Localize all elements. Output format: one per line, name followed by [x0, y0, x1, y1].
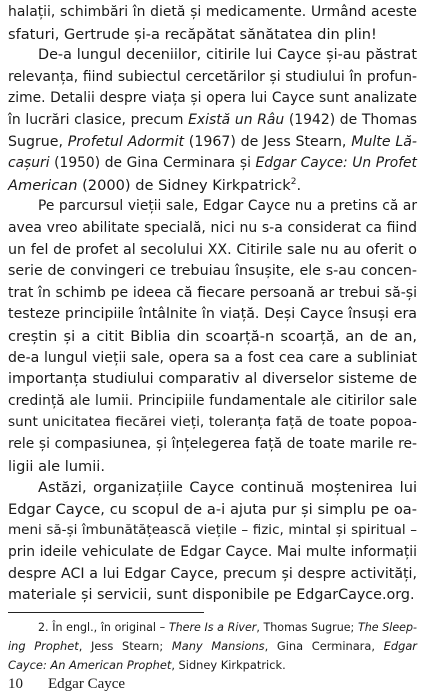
book-title: ing Prophet — [8, 639, 79, 653]
text-run: 2. În engl., în original – — [38, 621, 169, 634]
text-line: de-a lungul vieții sale, opera sa a fost cea care a subliniat — [8, 349, 417, 366]
book-title: Există un Râu — [188, 112, 285, 128]
page-footer — [8, 676, 125, 693]
book-title: Edgar Cayce: Un Profet — [255, 155, 417, 172]
text-line: Pe parcursul vieții sale, Edgar Cayce nu a pretins că ar — [38, 198, 417, 215]
text-line: testeze principiile întâlnite în viață. Deși Cayce însuși era — [8, 306, 417, 323]
book-title: Profetul Adormit — [67, 133, 185, 150]
footnote-marker[interactable]: 2 — [290, 176, 297, 187]
book-title: Multe Lă- — [351, 133, 417, 150]
book-title: The Sleep- — [357, 621, 417, 634]
text-line: sfaturi, Gertrude și-a recăpătat sănătatea din plin! — [8, 25, 377, 43]
text-line: importanța studiului comparativ al diverselor sisteme de — [8, 371, 417, 388]
text-run: , Gina Cerminara, — [264, 639, 384, 653]
page-number: 10 — [8, 676, 23, 692]
text-line: trat în schimb pe ideea că fiecare persoană ar trebui să-și — [8, 284, 417, 301]
footnote-line — [8, 656, 417, 675]
text-line: rele și compasiunea, și înțelegerea față de toate marile re- — [8, 436, 417, 452]
text-line: despre ACI a lui Edgar Cayce, precum și despre activități, — [8, 565, 417, 582]
footnote-line — [8, 637, 417, 656]
text-line: zime. Detalii despre viața și opera lui Cayce sunt analizate — [8, 90, 417, 107]
text-line — [8, 132, 417, 154]
text-run: în lucrări clasice, precum — [8, 112, 189, 128]
text-run: (1950) de Gina Cerminara și — [49, 155, 256, 172]
text-line: relevanța, fiind subiectul cercetărilor și studiului în profun- — [8, 68, 417, 85]
text-line: creștin și a citit Biblia din scoarță-n scoarță, an de an, — [8, 328, 417, 345]
text-line: prin ideile vehiculate de Edgar Cayce. Mai multe informații — [8, 544, 417, 560]
text-run: . — [296, 176, 302, 194]
text-line: avea vreo abilitate specială, nici nu s-a considerat ca fiind — [8, 220, 417, 236]
text-line: Edgar Cayce, cu scopul de a-i ajuta pur și simplu pe oa- — [8, 500, 417, 518]
text-line — [8, 110, 417, 132]
text-line: meni să-și îmbunătățească viețile – fizic, mintal și spiritual – — [8, 522, 417, 539]
text-line: materiale și servicii, sunt disponibile pe EdgarCayce.org. — [8, 587, 415, 604]
text-run: , Jess Stearn; — [78, 639, 172, 653]
text-run: (1967) de Jess Stearn, — [184, 133, 352, 150]
book-title: American — [8, 176, 78, 194]
text-line: ligii ale lumii. — [8, 457, 106, 475]
footnote-separator — [8, 612, 204, 613]
text-line: De-a lungul deceniilor, citirile lui Cayce și-au păstrat — [38, 47, 417, 64]
footnote-line — [38, 618, 417, 637]
text-line: halații, schimbări în dietă și medicamente. Urmând aceste — [8, 4, 417, 20]
text-line: un fel de profet al secolului XX. Citirile sale nu au oferit o — [8, 241, 417, 258]
text-line: credință ale lumii. Principiile fundamentale ale citirilor sale — [8, 392, 417, 409]
text-run: (2000) de Sidney Kirkpatrick — [77, 176, 291, 194]
book-title: cașuri — [8, 155, 50, 172]
text-line — [8, 175, 417, 197]
running-title: Edgar Cayce — [48, 676, 126, 692]
text-run: Sugrue, — [8, 133, 68, 150]
text-run: , Thomas Sugrue; — [256, 621, 358, 634]
text-line — [8, 153, 417, 175]
book-title: There Is a River — [168, 621, 257, 634]
book-title: Cayce: An American Prophet — [8, 658, 172, 672]
text-line: serie de convingeri ce trebuiau însușite, ele s-au concen- — [8, 263, 417, 280]
text-line: Astăzi, organizațiile Cayce continuă moștenirea lui — [38, 479, 417, 497]
text-line: sunt unicitatea fiecărei vieți, toleranța față de toate popoa- — [8, 414, 417, 431]
book-title: Edgar — [383, 639, 417, 653]
book-title: Many Mansions — [171, 639, 265, 653]
text-run: , Sidney Kirkpatrick. — [171, 658, 286, 672]
text-run: (1942) de Thomas — [284, 112, 417, 128]
